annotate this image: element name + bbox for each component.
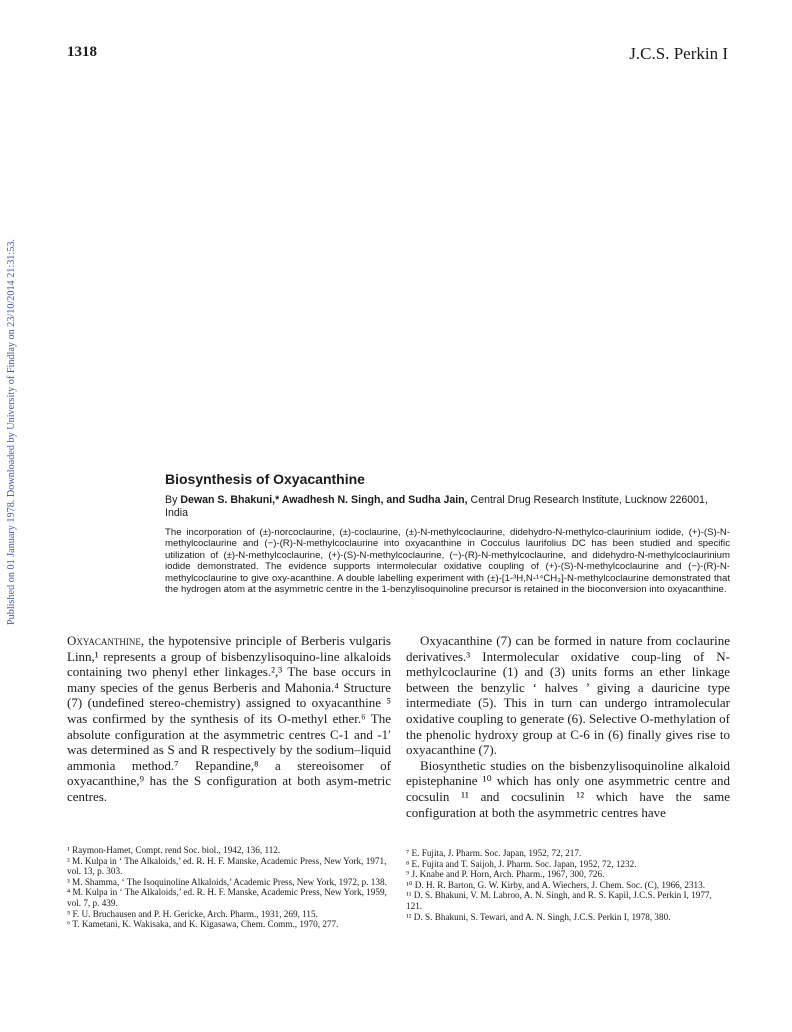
article-title: Biosynthesis of Oxyacanthine [165,471,365,487]
footnotes-left [67,845,389,930]
footnotes-right [406,848,728,922]
author-names: Dewan S. Bhakuni,* Awadhesh N. Singh, and Sudha Jain, [180,494,468,506]
body-right-column [406,633,730,820]
footnote: ⁷ E. Fujita, J. Pharm. Soc. Japan, 1952, 72, 217. [406,848,582,858]
footnote: ¹⁰ D. H. R. Barton, G. W. Kirby, and A. Wiechers, J. Chem. Soc. (C), 1966, 2313. [406,879,706,890]
byline-prefix: By [165,494,178,506]
footnote: ⁶ T. Kametani, K. Wakisaka, and K. Kigasawa, Chem. Comm., 1970, 277. [67,919,339,930]
byline [165,494,730,519]
footnote: ² M. Kulpa in ‘ The Alkaloids,’ ed. R. H. F. Manske, Academic Press, New York, 1971, vol. 13, p. 303. [67,855,387,877]
footnote: ⁸ E. Fujita and T. Saijoh, J. Pharm. Soc. Japan, 1952, 72, 1232. [406,858,637,869]
page-number: 1318 [67,44,97,60]
paragraph: Biosynthetic studies on the bisbenzylisoquinoline alkaloid epistephanine ¹⁰ which has only one asymmetric centre and cocsulin ¹¹ and cocsulinin ¹² which have the same configuration at both the asymmetric centres have [406,757,730,820]
footnote: ¹ Raymon-Hamet, Compt. rend Soc. biol., 1942, 136, 112. [67,845,281,855]
watermark-text: Published on 01 January 1978. Downloaded by University of Findlay on 23/10/2014 21:31:53. [6,239,17,625]
affiliation: Central Drug Research Institute, Lucknow 226001, India [165,494,708,519]
paragraph [67,633,391,805]
footnote: ⁴ M. Kulpa in ‘ The Alkaloids,’ ed. R. H. F. Manske, Academic Press, New York, 1959, vol. 7, p. 439. [67,887,387,908]
abstract: The incorporation of (±)-norcoclaurine, (±)-coclaurine, (±)-N-methylcoclaurine, didehydro-N-methylco-claurinium iodide, (+)-(S)-N-methylcoclaurine and (−)-(R)-N-methylcoclaurine into oxyacanthine in Cocculus laurifolius DC has been studied and specific utilization of (±)-N-methylcoclaurine, (+)-(S)-N-methylcoclaurine, (−)-(R)-N-methylcoclaurine, and didehydro-N-methylcoclaurinium iodide demonstrated. The evidence supports intermolecular oxidative coupling of (+)-(S)-N-methylcoclaurine and (−)-(R)-N-methylcoclaurine to give oxy-acanthine. A double labelling experiment with (±)-[1-³H,N-¹⁴CH₃]-N-methylcoclaurine demonstrated that the hydrogen atom at the asymmetric centre in the 1-benzylisoquinoline precursor is retained in the bioconversion into oxyacanthine. [165,527,730,596]
footnote: ³ M. Shamma, ‘ The Isoquinoline Alkaloids,’ Academic Press, New York, 1972, p. 138. [67,876,387,887]
footnote: ⁵ F. U. Bruchausen and P. H. Gericke, Arch. Pharm., 1931, 269, 115. [67,908,318,919]
footnote: ⁹ J. Knabe and P. Horn, Arch. Pharm., 1967, 300, 726. [406,869,605,880]
download-watermark [6,215,18,625]
footnote: ¹¹ D. S. Bhakuni, V. M. Labroo, A. N. Singh, and R. S. Kapil, J.C.S. Perkin I, 1977, 121. [406,890,712,911]
lead-word: Oxyacanthine [67,633,141,648]
journal-name: J.C.S. Perkin I [629,44,728,63]
paragraph-text: , the hypotensive principle of Berberis vulgaris Linn,¹ represents a group of bisbenzylisoquino-line alkaloids containing two phenyl ether linkages.²,³ The base occurs in many species of the genus Berberis and Mahonia.⁴ Structure (7) (undefined stereo-chemistry) assigned to oxyacanthine ⁵ was confirmed by the synthesis of its O-methyl ether.⁶ The absolute configuration at the asymmetric centres C-1 and -1′ was determined as S and R respectively by the sodium–liquid ammonia method.⁷ Repandine,⁸ a stereoisomer of oxyacanthine,⁹ has the S configuration at both asym-metric centres. [67,633,391,804]
paragraph: Oxyacanthine (7) can be formed in nature from coclaurine derivatives.³ Intermolecular oxidative coup-ling of N-methylcoclaurine (1) and (3) units forms an ether linkage between the benzylic ‘ halves ’ giving a dauricine type intermediate (5). This in turn can undergo intramolecular oxidative coupling to generate (6). Selective O-methylation of the phenolic hydroxy group at C-6 in (6) finally gives rise to oxyacanthine (7). [406,633,730,758]
body-left-column [67,633,391,805]
footnote: ¹² D. S. Bhakuni, S. Tewari, and A. N. Singh, J.C.S. Perkin I, 1978, 380. [406,911,671,922]
